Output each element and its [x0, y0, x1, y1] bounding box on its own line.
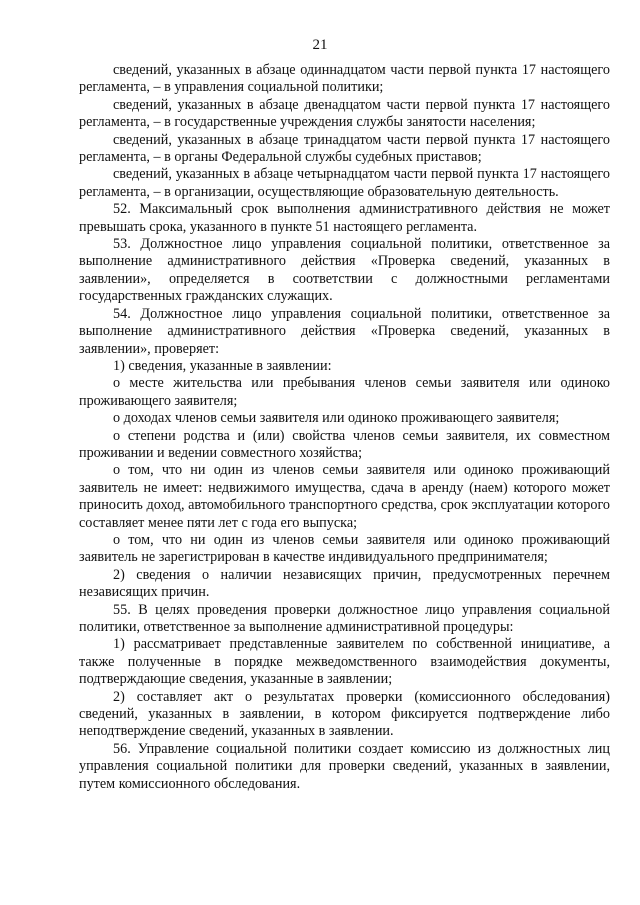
paragraph-55-subitem-2: 2) составляет акт о результатах проверки (комиссионного обследования) сведений, указанных в заявлении, в котором фиксируется подтверждение либо неподтверждение сведений, указанных в заявлении.	[79, 688, 610, 740]
paragraph-54-subitem-2: 2) сведения о наличии независящих причин, предусмотренных перечнем независящих причин.	[79, 566, 610, 601]
paragraph-54-entrepreneur: о том, что ни один из членов семьи заявителя или одиноко проживающий заявитель не зарегистрирован в качестве индивидуального предпринимателя;	[79, 531, 610, 566]
document-body	[79, 62, 610, 793]
paragraph-item-54: 54. Должностное лицо управления социальной политики, ответственное за выполнение административного действия «Проверка сведений, указанных в заявлении», проверяет:	[79, 305, 610, 357]
paragraph-54-subitem-1: 1) сведения, указанные в заявлении:	[113, 357, 332, 374]
paragraph-54-property: о том, что ни один из членов семьи заявителя или одиноко проживающий заявитель не имеет: недвижимого имущества, сдача в аренду (наем) которого может приносить доход, автомобильного транспортного средства, срок эксплуатации которого составляет менее пяти лет с года его выпуска;	[79, 462, 610, 531]
paragraph-3: сведений, указанных в абзаце тринадцатом части первой пункта 17 настоящего регламента, – в органы Федеральной службы судебных приставов;	[79, 131, 610, 166]
paragraph-item-55: 55. В целях проведения проверки должностное лицо управления социальной политики, ответственное за выполнение административной процедуры:	[79, 601, 610, 635]
paragraph-item-53: 53. Должностное лицо управления социальной политики, ответственное за выполнение административного действия «Проверка сведений, указанных в заявлении», определяется в соответствии с должностными регламентами государственных гражданских служащих.	[79, 236, 610, 305]
page-number: 21	[312, 37, 328, 53]
paragraph-4: сведений, указанных в абзаце четырнадцатом части первой пункта 17 настоящего регламента, – в организации, осуществляющие образовательную деятельность.	[79, 166, 610, 200]
paragraph-2: сведений, указанных в абзаце двенадцатом части первой пункта 17 настоящего регламента, – в государственные учреждения службы занятости населения;	[79, 96, 610, 131]
paragraph-item-56: 56. Управление социальной политики создает комиссию из должностных лиц управления социальной политики для проверки сведений, указанных в заявлении, путем комиссионного обследования.	[79, 740, 610, 792]
paragraph-55-subitem-1: 1) рассматривает представленные заявителем по собственной инициативе, а также полученные в порядке межведомственного взаимодействия документы, подтверждающие сведения, указанные в заявлении;	[79, 636, 610, 688]
paragraph-item-52: 52. Максимальный срок выполнения административного действия не может превышать срока, указанного в пункте 51 настоящего регламента.	[79, 201, 610, 235]
paragraph-54-kinship: о степени родства и (или) свойства членов семьи заявителя, их совместном проживании и ведении совместного хозяйства;	[79, 427, 610, 461]
paragraph-1: сведений, указанных в абзаце одиннадцатом части первой пункта 17 настоящего регламента, – в управления социальной политики;	[79, 62, 610, 96]
paragraph-54-income: о доходах членов семьи заявителя или одиноко проживающего заявителя;	[113, 410, 560, 427]
paragraph-54-residence: о месте жительства или пребывания членов семьи заявителя или одиноко проживающего заявителя;	[79, 375, 610, 409]
